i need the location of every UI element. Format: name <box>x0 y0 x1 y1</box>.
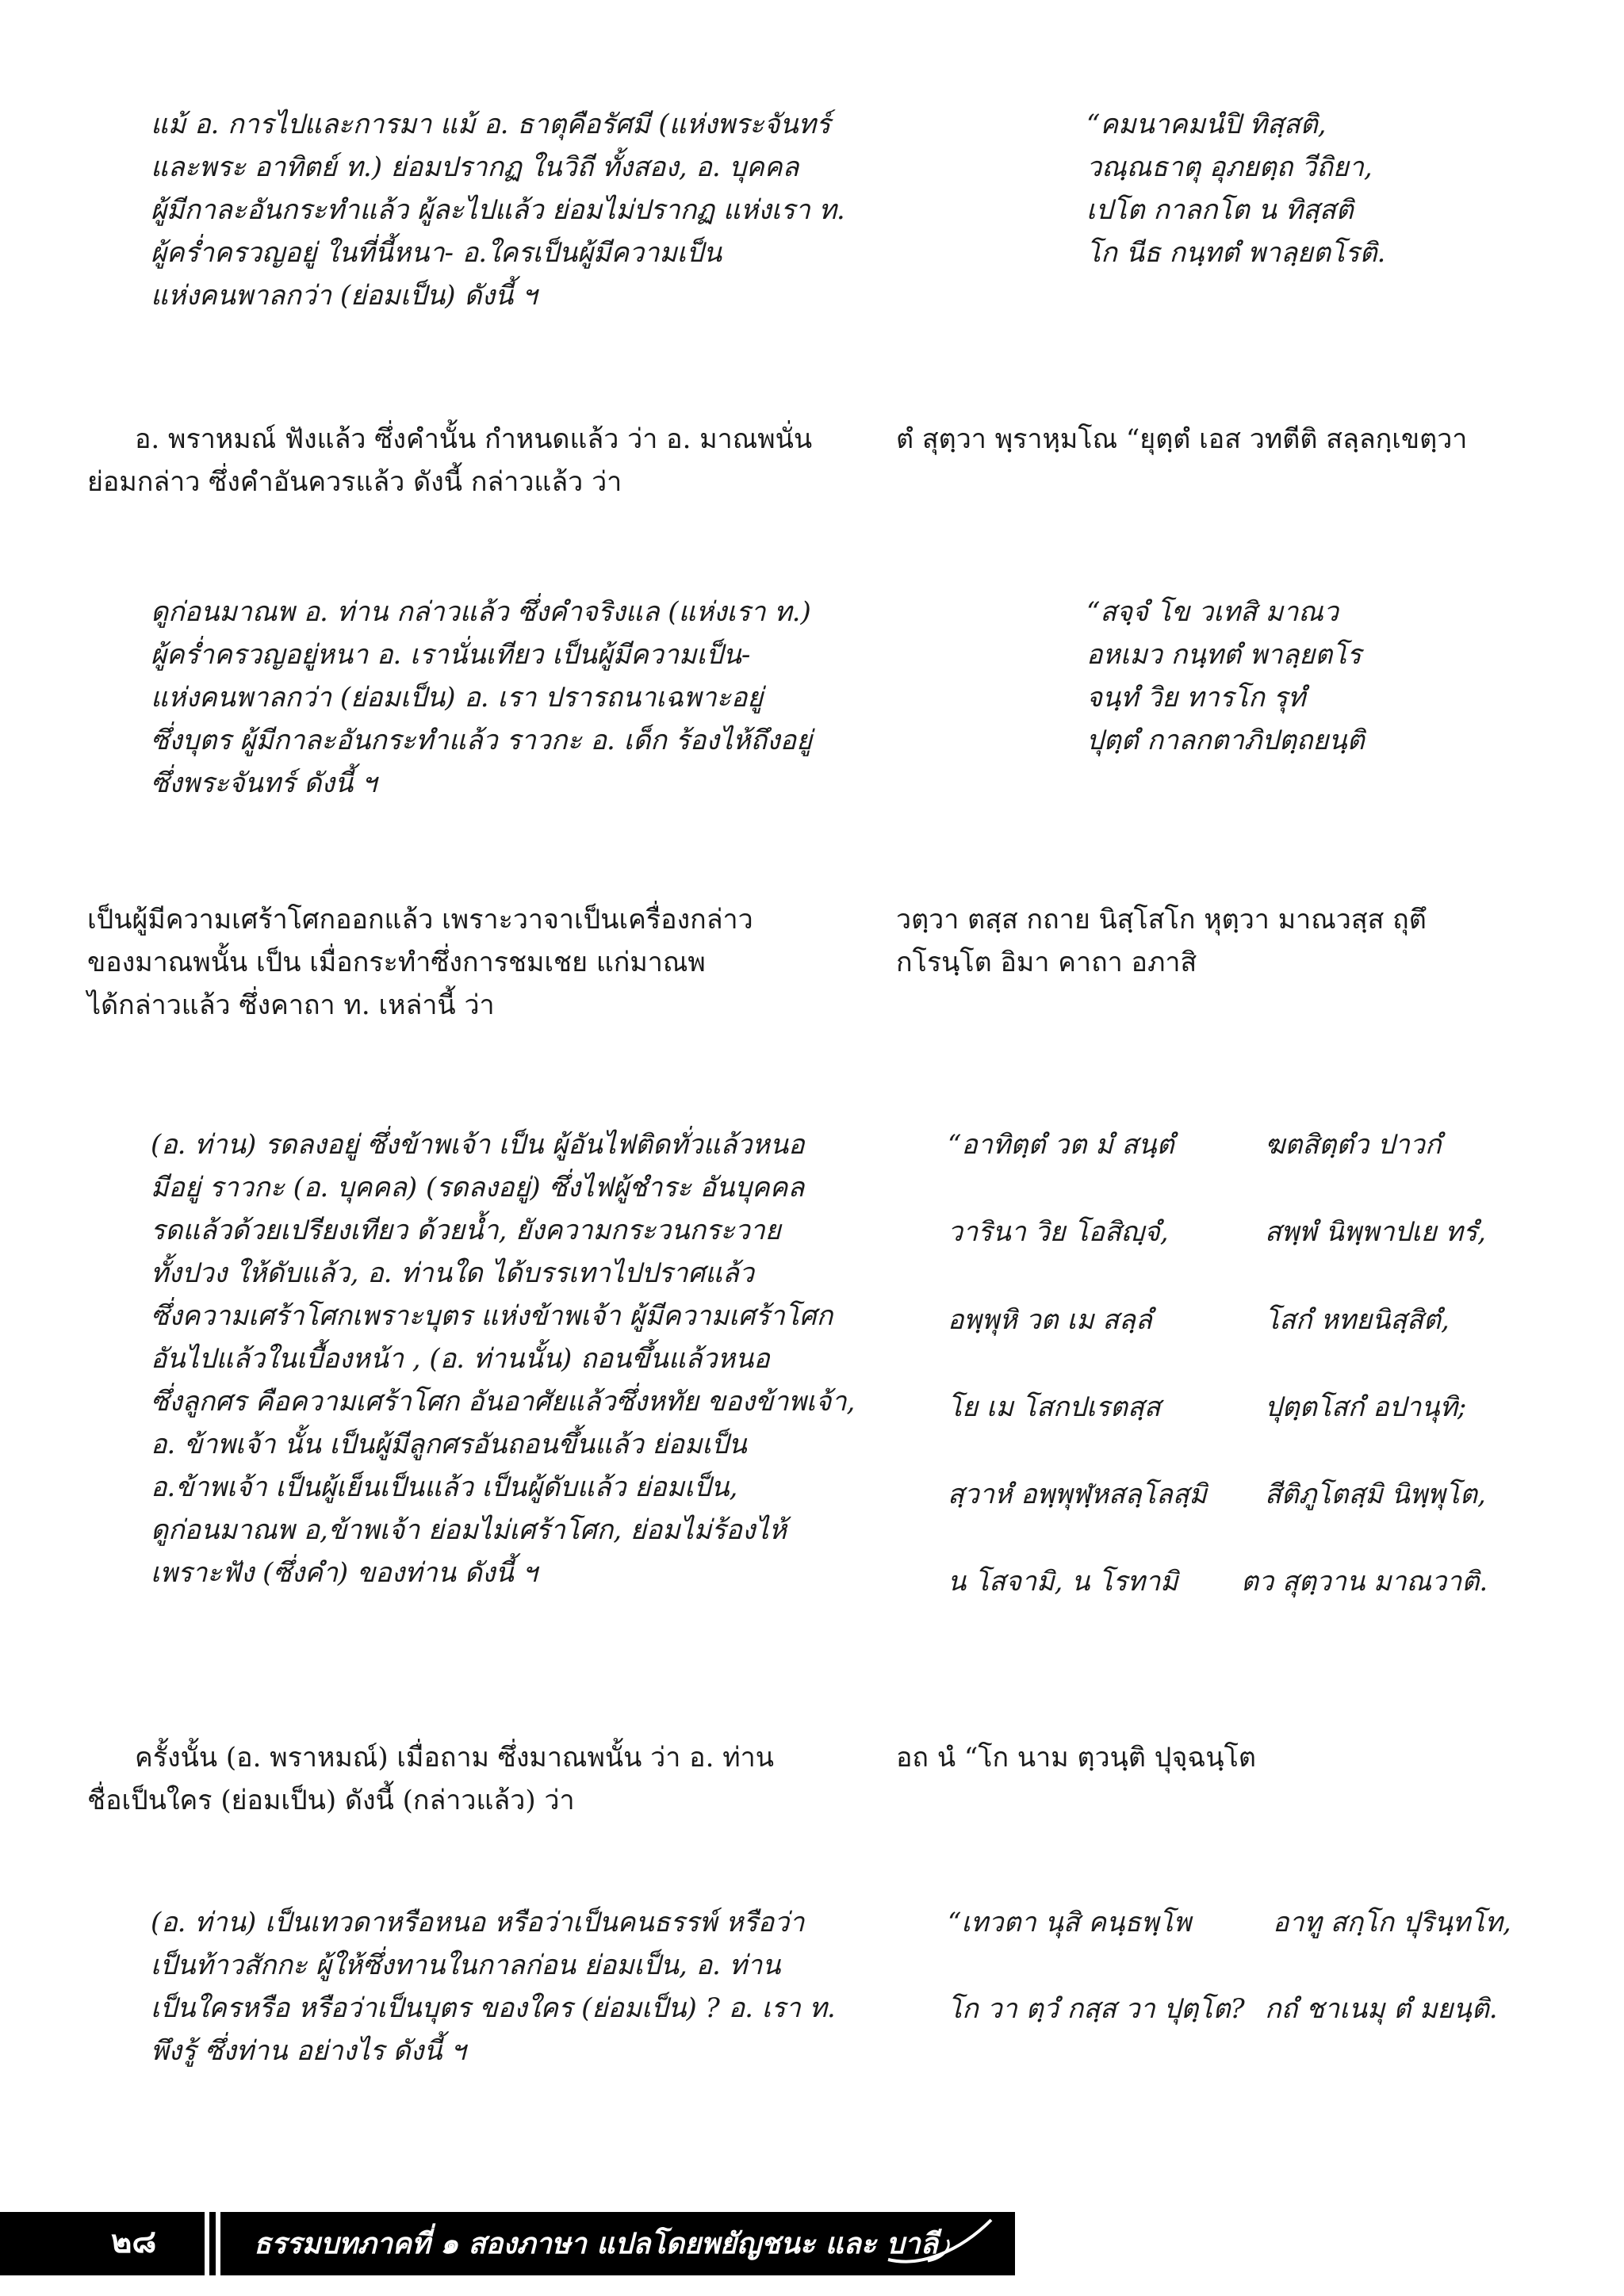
thai-line: เป็นผู้มีความเศร้าโศกออกแล้ว เพราะวาจาเป็นเครื่องกล่าว <box>87 904 753 936</box>
thai-line: เป็นท้าวสักกะ ผู้ให้ซึ่งทานในกาลก่อน ย่อมเป็น, อ. ท่าน <box>151 1950 781 1981</box>
thai-line: มีอยู่ ราวกะ (อ. บุคคล) (รดลงอยู่) ซึ่งไฟผู้ชำระ อันบุคคล <box>151 1172 805 1203</box>
pali-line: อถ นํ “โก นาม ตฺวนฺติ ปุจฺฉนฺโต <box>896 1742 1257 1774</box>
thai-line: อันไปแล้วในเบื้องหน้า , (อ. ท่านนั้น) ถอนขึ้นแล้วหนอ <box>151 1343 770 1375</box>
prose-block-4 <box>87 898 880 1027</box>
pali-hemistich-b: ตว สุตฺวาน มาณวาติ. <box>1241 1566 1488 1598</box>
thai-line: ผู้คร่ำครวญอยู่หนา อ. เรานั่นเทียว เป็นผู้มีความเป็น- <box>151 639 751 671</box>
pali-hemistich-a: อพฺพุหิ วต เม สลฺลํ <box>948 1304 1152 1336</box>
thai-line: รดแล้วด้วยเปรียงเทียว ด้วยน้ำ, ยังความกระวนกระวาย <box>151 1215 781 1246</box>
pali-line: กโรนฺโต อิมา คาถา อภาสิ <box>896 947 1197 978</box>
pali-hemistich-b: กถํ ชาเนมุ ตํ มยนฺติ. <box>1265 1993 1498 2025</box>
translation-block-7 <box>151 1901 912 2072</box>
pali-prose-2 <box>896 418 1594 461</box>
thai-line: เพราะฟัง (ซึ่งคำ) ของท่าน ดังนี้ ฯ <box>151 1557 538 1589</box>
pali-prose-6 <box>896 1736 1594 1779</box>
pali-hemistich-b: โสกํ หทยนิสฺสิตํ, <box>1265 1304 1450 1336</box>
prose-block-2 <box>87 418 880 503</box>
translation-block-5 <box>151 1123 912 1594</box>
thai-line: อ. พราหมณ์ ฟังแล้ว ซึ่งคำนั้น กำหนดแล้ว ว่า อ. มาณพนั่น <box>135 423 813 455</box>
translation-block-3 <box>151 591 944 805</box>
thai-line: พึงรู้ ซึ่งท่าน อย่างไร ดังนี้ ฯ <box>151 2035 466 2067</box>
pali-hemistich-a: โย เม โสกปเรตสฺส <box>948 1391 1161 1423</box>
thai-line: ได้กล่าวแล้ว ซึ่งคาถา ท. เหล่านี้ ว่า <box>87 989 495 1021</box>
pali-hemistich-b: ฆตสิตฺตํว ปาวกํ <box>1265 1129 1442 1161</box>
footer-divider <box>205 2212 209 2275</box>
pali-line: “สจฺจํ โข วเทสิ มาณว <box>1086 596 1339 628</box>
thai-line: ดูก่อนมาณพ อ,ข้าพเจ้า ย่อมไม่เศร้าโศก, ย่อมไม่ร้องไห้ <box>151 1514 787 1546</box>
page-number: ๒๘ <box>111 2224 157 2260</box>
page-footer <box>0 2212 1015 2275</box>
pali-hemistich-a: สฺวาหํ อพฺพุฬฺหสลฺโลสฺมิ <box>948 1479 1207 1510</box>
pali-verse-1 <box>1086 103 1562 274</box>
prose-block-6 <box>87 1736 880 1822</box>
pali-hemistich-b: สีติภูโตสฺมิ นิพฺพุโต, <box>1265 1479 1486 1510</box>
pali-hemistich-b: ปุตฺตโสกํ อปานุทิ; <box>1265 1391 1467 1423</box>
thai-line: ซึ่งบุตร ผู้มีกาละอันกระทำแล้ว ราวกะ อ. เด็ก ร้องไห้ถึงอยู่ <box>151 725 812 756</box>
thai-line: แม้ อ. การไปและการมา แม้ อ. ธาตุคือรัศมี (แห่งพระจันทร์ <box>151 109 831 140</box>
thai-line: ชื่อเป็นใคร (ย่อมเป็น) ดังนี้ (กล่าวแล้ว) ว่า <box>87 1785 575 1816</box>
pali-line: ปุตฺตํ กาลกตาภิปตฺถยนฺติ <box>1086 725 1365 756</box>
thai-line: ดูก่อนมาณพ อ. ท่าน กล่าวแล้ว ซึ่งคำจริงแล (แห่งเรา ท.) <box>151 596 811 628</box>
thai-line: ย่อมกล่าว ซึ่งคำอันควรแล้ว ดังนี้ กล่าวแล้ว ว่า <box>87 466 622 498</box>
thai-line: ซึ่งพระจันทร์ ดังนี้ ฯ <box>151 767 377 799</box>
footer-divider <box>216 2212 220 2275</box>
pali-line: “คมนาคมนํปิ ทิสฺสติ, <box>1086 109 1327 140</box>
pali-hemistich-a: “อาทิตฺตํ วต มํ สนฺตํ <box>948 1129 1174 1161</box>
pali-line: วตฺวา ตสฺส กถาย นิสฺโสโก หุตฺวา มาณวสฺส ถุตึ <box>896 904 1427 936</box>
pali-prose-4 <box>896 898 1594 984</box>
thai-line: ผู้มีกาละอันกระทำแล้ว ผู้ละไปแล้ว ย่อมไม่ปรากฏ แห่งเรา ท. <box>151 194 845 226</box>
pali-line: ตํ สุตฺวา พฺราหฺมโณ “ยุตฺตํ เอส วทตีติ สลฺลกฺเขตฺวา <box>896 423 1468 455</box>
pali-hemistich-a: น โสจามิ, น โรทามิ <box>948 1566 1178 1598</box>
footer-book-title: ธรรมบทภาคที่ ๑ สองภาษา แปลโดยพยัญชนะ และ บาลี <box>254 2227 938 2260</box>
pali-line: จนฺทํ วิย ทารโก รุทํ <box>1086 682 1306 714</box>
thai-line: ซึ่งลูกศร คือความเศร้าโศก อันอาศัยแล้วซึ่งหทัย ของข้าพเจ้า, <box>151 1386 856 1418</box>
thai-line: ผู้คร่ำครวญอยู่ ในที่นี้หนา- อ.ใครเป็นผู้มีความเป็น <box>151 237 722 269</box>
pali-hemistich-a: “เทวตา นุสิ คนฺธพฺโพ <box>948 1907 1192 1938</box>
pali-line: เปโต กาลกโต น ทิสฺสติ <box>1086 194 1354 226</box>
pali-line: วณฺณธาตุ อุภยตฺถ วีถิยา, <box>1086 151 1373 183</box>
pali-hemistich-a: วารินา วิย โอสิญฺจํ, <box>948 1216 1169 1248</box>
thai-line: ทั้งปวง ให้ดับแล้ว, อ. ท่านใด ได้บรรเทาไปปราศแล้ว <box>151 1257 754 1289</box>
thai-line: แห่งคนพาลกว่า (ย่อมเป็น) อ. เรา ปรารถนาเฉพาะอยู่ <box>151 682 764 714</box>
thai-line: และพระ อาทิตย์ ท.) ย่อมปรากฏ ในวิถี ทั้งสอง, อ. บุคคล <box>151 151 799 183</box>
thai-line: (อ. ท่าน) เป็นเทวดาหรือหนอ หรือว่าเป็นคนธรรพ์ หรือว่า <box>151 1907 805 1938</box>
thai-line: แห่งคนพาลกว่า (ย่อมเป็น) ดังนี้ ฯ <box>151 280 538 312</box>
pali-hemistich-b: สพฺพํ นิพฺพาปเย ทรํ, <box>1265 1216 1486 1248</box>
translation-block-1 <box>151 103 944 317</box>
pali-verse-3 <box>1086 591 1562 762</box>
pali-hemistich-a: โก วา ตฺวํ กสฺส วา ปุตฺโต? <box>948 1993 1245 2025</box>
thai-line: ครั้งนั้น (อ. พราหมณ์) เมื่อถาม ซึ่งมาณพนั้น ว่า อ. ท่าน <box>135 1742 774 1774</box>
footer-ornament-icon <box>880 2212 1015 2275</box>
thai-line: ซึ่งความเศร้าโศกเพราะบุตร แห่งข้าพเจ้า ผู้มีความเศร้าโศก <box>151 1300 833 1332</box>
thai-line: (อ. ท่าน) รดลงอยู่ ซึ่งข้าพเจ้า เป็น ผู้อันไฟติดทั่วแล้วหนอ <box>151 1129 805 1161</box>
thai-line: เป็นใครหรือ หรือว่าเป็นบุตร ของใคร (ย่อมเป็น) ? อ. เรา ท. <box>151 1992 836 2024</box>
pali-line: อหเมว กนฺทตํ พาลฺยตโร <box>1086 639 1362 671</box>
pali-line: โก นีธ กนฺทตํ พาลฺยตโรติ. <box>1086 237 1386 269</box>
thai-line: อ.ข้าพเจ้า เป็นผู้เย็นเป็นแล้ว เป็นผู้ดับแล้ว ย่อมเป็น, <box>151 1471 738 1503</box>
pali-hemistich-b: อาทู สกฺโก ปุรินฺทโท, <box>1273 1907 1511 1938</box>
thai-line: อ. ข้าพเจ้า นั้น เป็นผู้มีลูกศรอันถอนขึ้นแล้ว ย่อมเป็น <box>151 1429 747 1460</box>
thai-line: ของมาณพนั้น เป็น เมื่อกระทำซึ่งการชมเชย แก่มาณพ <box>87 947 706 978</box>
